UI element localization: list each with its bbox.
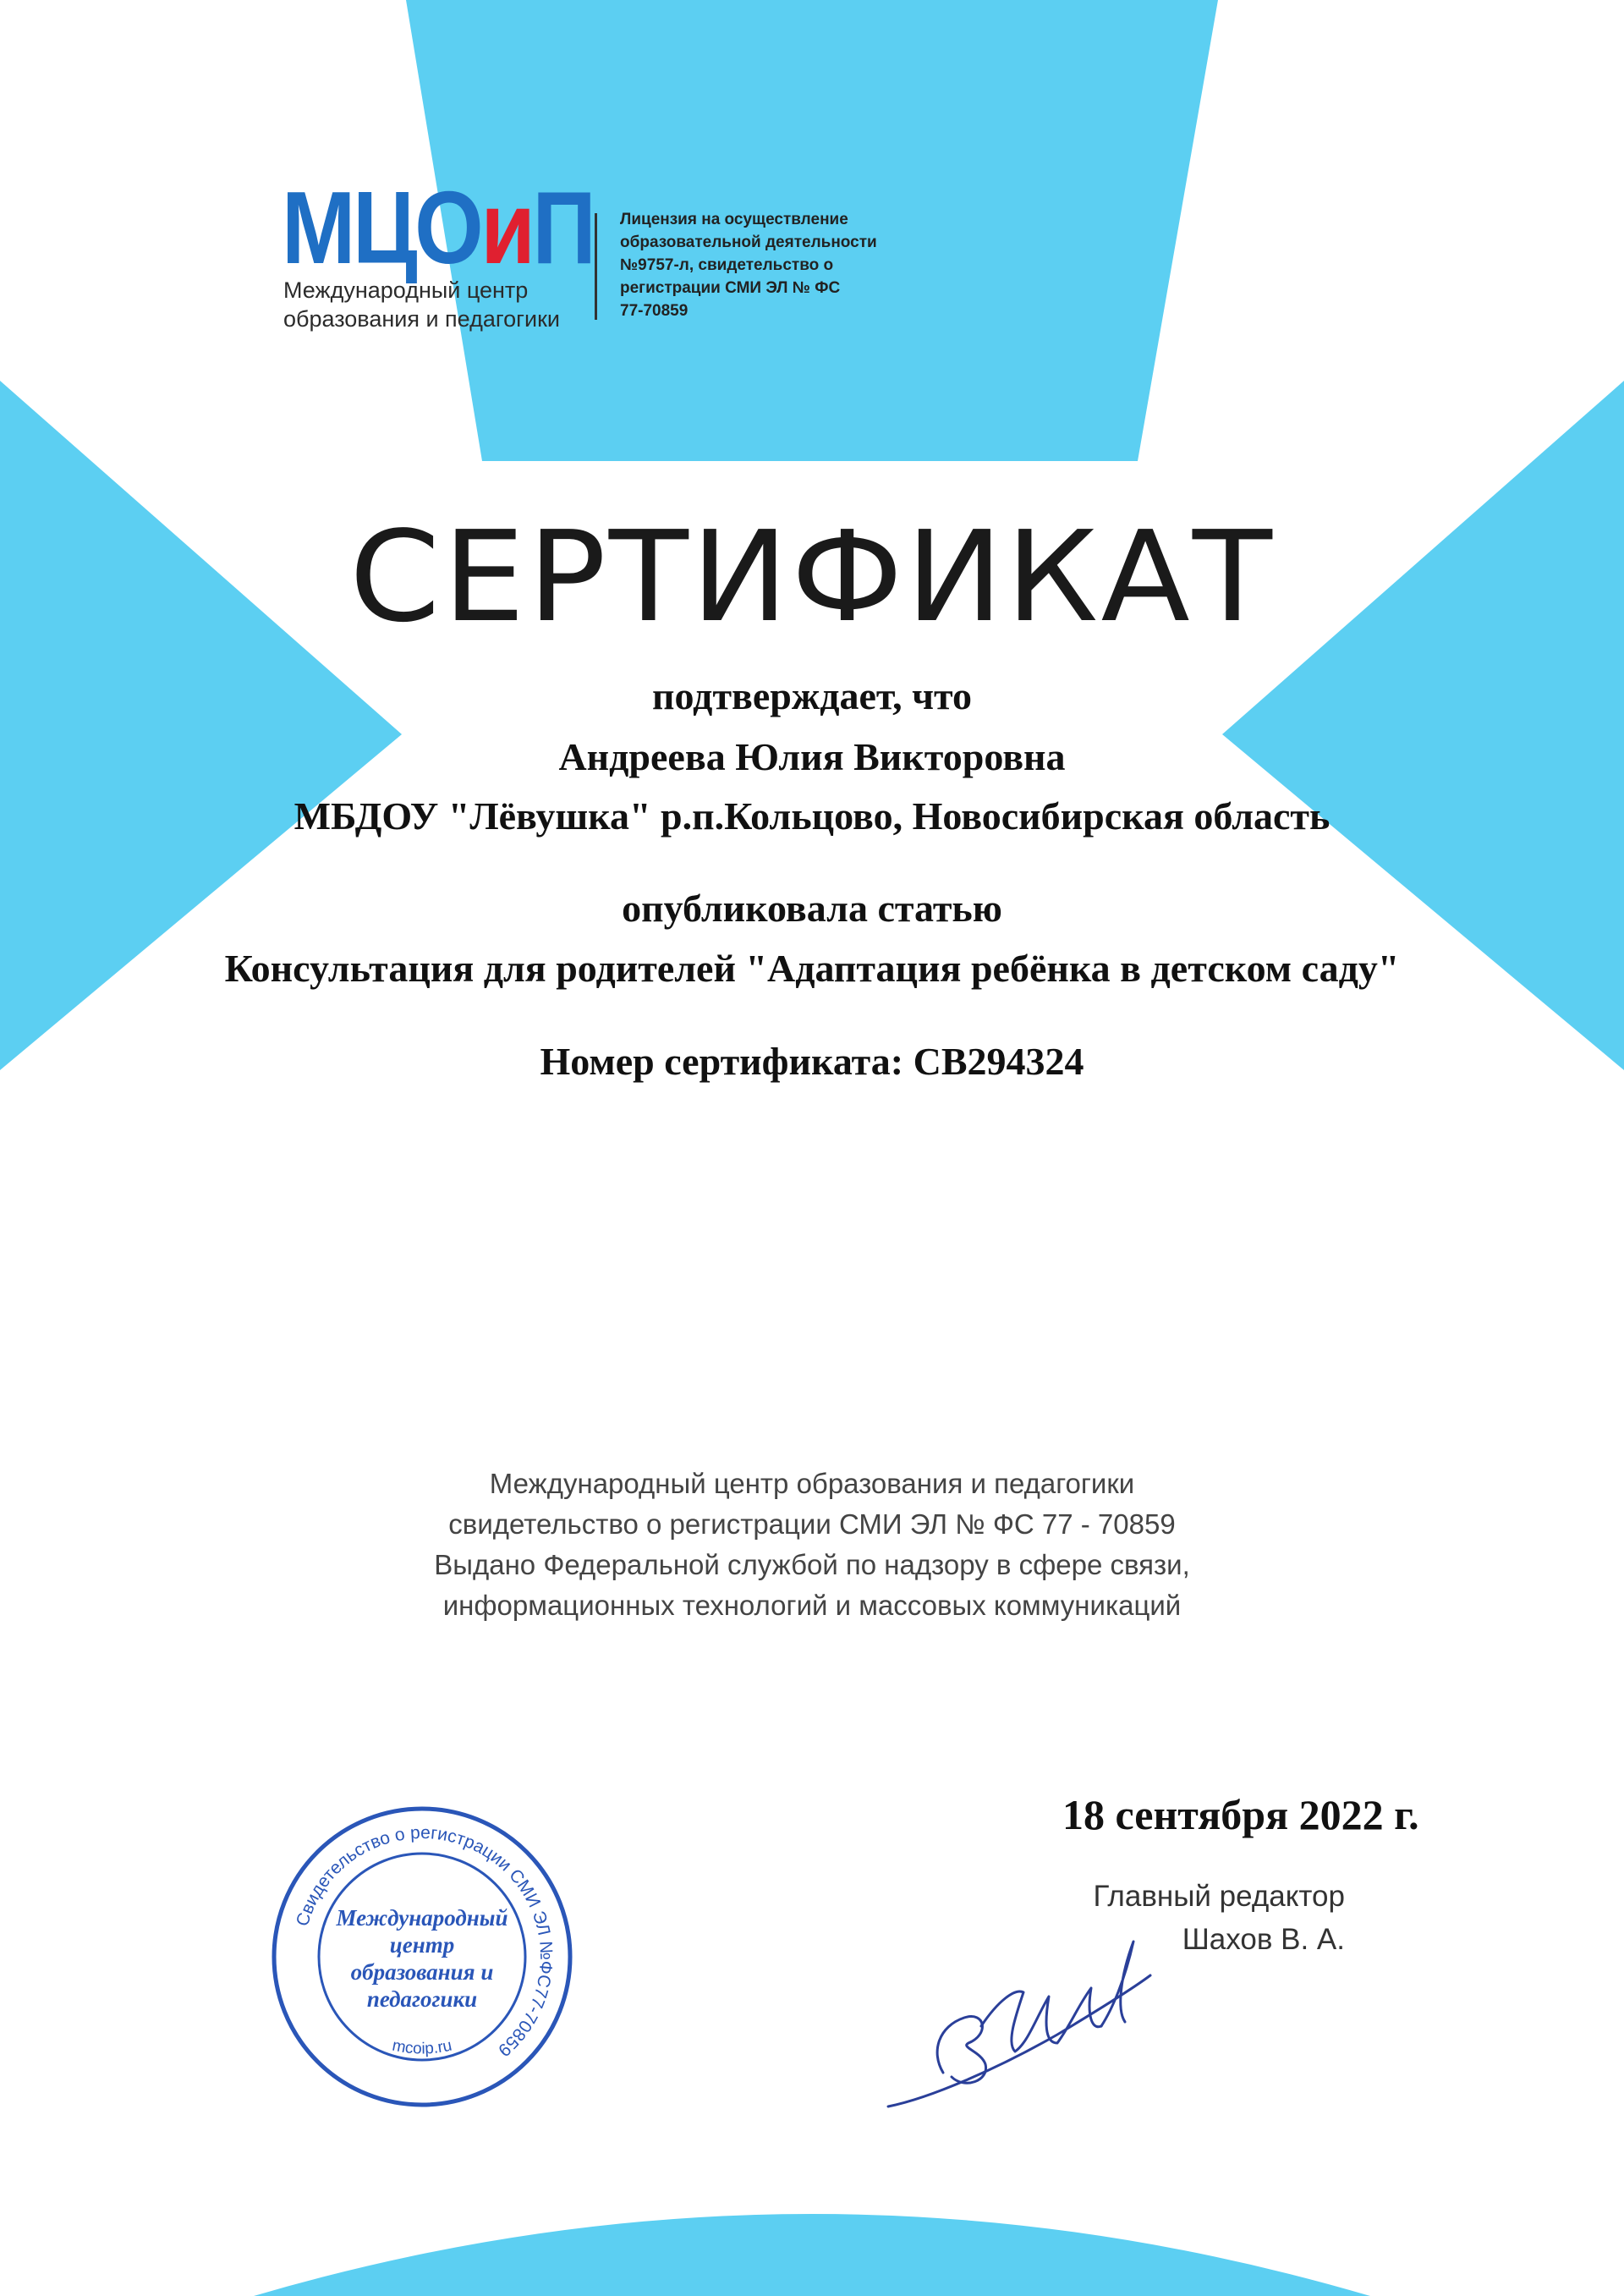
- organization: МБДОУ "Лёвушка" р.п.Кольцово, Новосибирская область: [294, 794, 1330, 838]
- logo-part-3: П: [532, 170, 594, 285]
- publisher-info: [0, 1464, 1624, 1626]
- footer-line: информационных технологий и массовых коммуникаций: [442, 1590, 1182, 1621]
- license-line: регистрации СМИ ЭЛ № ФС: [620, 279, 841, 297]
- logo-part-1: МЦО: [282, 170, 481, 285]
- footer-line: свидетельство о регистрации СМИ ЭЛ № ФС 77 - 70859: [448, 1508, 1176, 1540]
- license-line: образовательной деятельности: [620, 233, 877, 251]
- stamp-center-line-4: педагогики: [366, 1986, 478, 2012]
- logo-subtitle-line-1: Международный центр: [283, 277, 529, 303]
- license-block: [620, 208, 924, 322]
- license-line: 77-70859: [620, 302, 689, 320]
- stamp-center-line-2: центр: [389, 1932, 455, 1958]
- stamp-bottom-text: [391, 2037, 453, 2058]
- signature-stroke: [1101, 1942, 1133, 2026]
- stamp-bottom-path: mcoip.ru: [390, 2036, 454, 2058]
- license-line: №9757-л, свидетельство о: [620, 256, 834, 274]
- action-text: опубликовала статью: [622, 887, 1002, 930]
- signature-drawing: [880, 1908, 1159, 2119]
- person-name: Андреева Юлия Викторовна: [558, 735, 1066, 778]
- certificate-title: СЕРТИФИКАТ: [348, 504, 1276, 650]
- footer-line: Выдано Федеральной службой по надзору в сфере связи,: [434, 1549, 1190, 1580]
- editor-role: Главный редактор: [1093, 1880, 1345, 1913]
- signature-stroke: [888, 1975, 1150, 2106]
- logo-part-2: и: [480, 170, 533, 285]
- bottom-arc: [254, 2214, 1370, 2296]
- confirms-text: подтверждает, что: [652, 674, 972, 717]
- logo-wordmark: [282, 170, 594, 285]
- round-stamp: [267, 1802, 577, 2112]
- license-line: Лицензия на осуществление: [620, 211, 848, 228]
- article-title: Консультация для родителей "Адаптация ребёнка в детском саду": [224, 947, 1400, 990]
- editor-name: Шахов В. А.: [1182, 1923, 1345, 1956]
- logo-subtitle: [283, 276, 560, 333]
- certificate-number: Номер сертификата: СВ294324: [540, 1040, 1084, 1083]
- signature-stroke: [937, 2017, 985, 2084]
- stamp-ring-path: Свидетельство о регистрации СМИ ЭЛ №ФС77-70859: [293, 1822, 557, 2061]
- logo-divider: [595, 213, 597, 320]
- stamp-center-line-3: образования и: [350, 1959, 494, 1985]
- logo-subtitle-line-2: образования и педагогики: [283, 306, 560, 332]
- issue-date: 18 сентября 2022 г.: [1062, 1791, 1419, 1838]
- stamp-center-line-1: Международный: [336, 1905, 508, 1931]
- footer-line: Международный центр образования и педагогики: [489, 1468, 1135, 1499]
